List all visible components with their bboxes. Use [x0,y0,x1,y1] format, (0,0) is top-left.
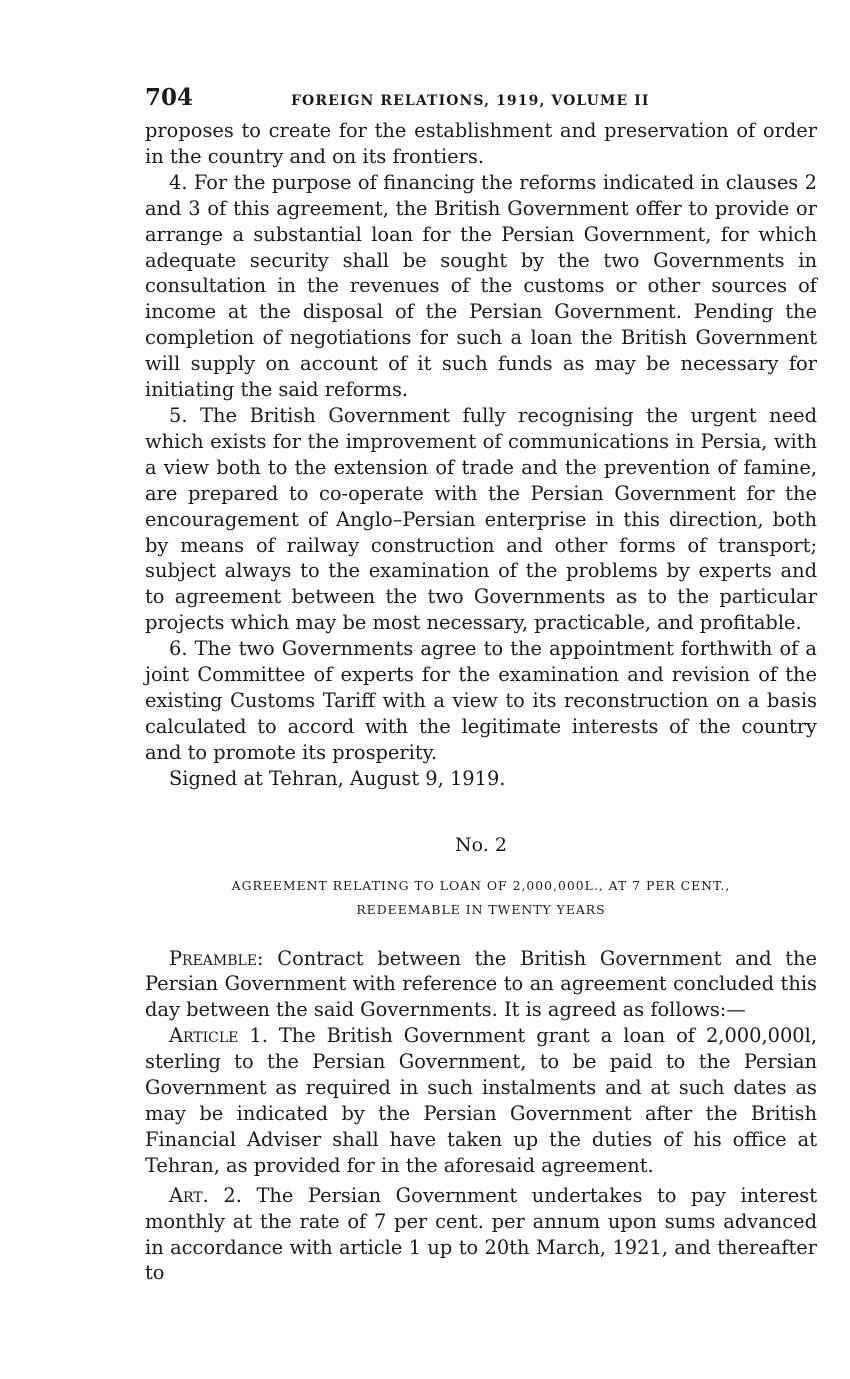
preamble-text: Contract between the British Government and the Persian Government with reference to an agreement concluded this day between the said Governments. It is agreed as follows:— [145,946,817,1022]
article-2-paragraph [145,1183,817,1287]
loan-agreement-text [145,946,817,1287]
paragraph-clause-4: 4. For the purpose of financing the reforms indicated in clauses 2 and 3 of this agreement, the British Government offer to provide or arrange a substantial loan for the Persian Government, for which adequate security shall be sought by the two Governments in consultation in the revenues of the customs or other sources of income at the disposal of the Persian Government. Pending the completion of negotiations for such a loan the British Government will supply on account of it such funds as may be necessary for initiating the said reforms. [145,170,817,402]
article-2-text: 2. The Persian Government undertakes to pay interest monthly at the rate of 7 per cent. per annum upon sums advanced in accordance with article 1 up to 20th March, 1921, and thereafter to [145,1183,817,1285]
preamble-label: Preamble: [169,946,264,970]
paragraph-continued: proposes to create for the establishment and preservation of order in the country and on its frontiers. [145,119,817,168]
article-1-label: Article [169,1024,239,1048]
document-page [145,84,817,1286]
page-header [145,84,817,118]
paragraph-clause-6: 6. The two Governments agree to the appointment forthwith of a joint Committee of experts for the examination and revision of the existing Customs Tariff with a view to its reconstruction on a basis calculated to accord with the legitimate interests of the country and to promote its prosperity. [145,637,817,764]
preamble-paragraph [145,946,817,1024]
running-head: FOREIGN RELATIONS, 1919, VOLUME II [291,93,650,109]
article-2-label: Art. [169,1183,209,1207]
document-title-line-2: REDEEMABLE IN TWENTY YEARS [356,901,606,917]
page-number: 704 [145,84,194,111]
signature-line: Signed at Tehran, August 9, 1919. [169,766,506,790]
document-title [145,874,817,922]
article-1-text: 1. The British Government grant a loan of 2,000,000l, sterling to the Persian Government, to be paid to the Persian Government as required in such instalments and at such dates as may be indicated by the Persian Government after the British Financial Adviser shall have taken up the duties of his office at Tehran, as provided for in the aforesaid agreement. [145,1024,817,1177]
agreement-continuation [145,118,817,792]
paragraph-clause-5: 5. The British Government fully recognising the urgent need which exists for the improvement of communications in Persia, with a view both to the extension of trade and the prevention of famine, are prepared to co-operate with the Persian Government for the encouragement of Anglo–Persian enterprise in this direction, both by means of railway construction and other forms of transport; subject always to the examination of the problems by experts and to agreement between the two Governments as to the particular projects which may be most necessary, practicable, and profitable. [145,403,817,635]
document-title-line-1: AGREEMENT RELATING TO LOAN OF 2,000,000L., AT 7 PER CENT., [231,877,731,893]
document-number: No. 2 [455,833,507,856]
article-1-paragraph [145,1023,817,1178]
